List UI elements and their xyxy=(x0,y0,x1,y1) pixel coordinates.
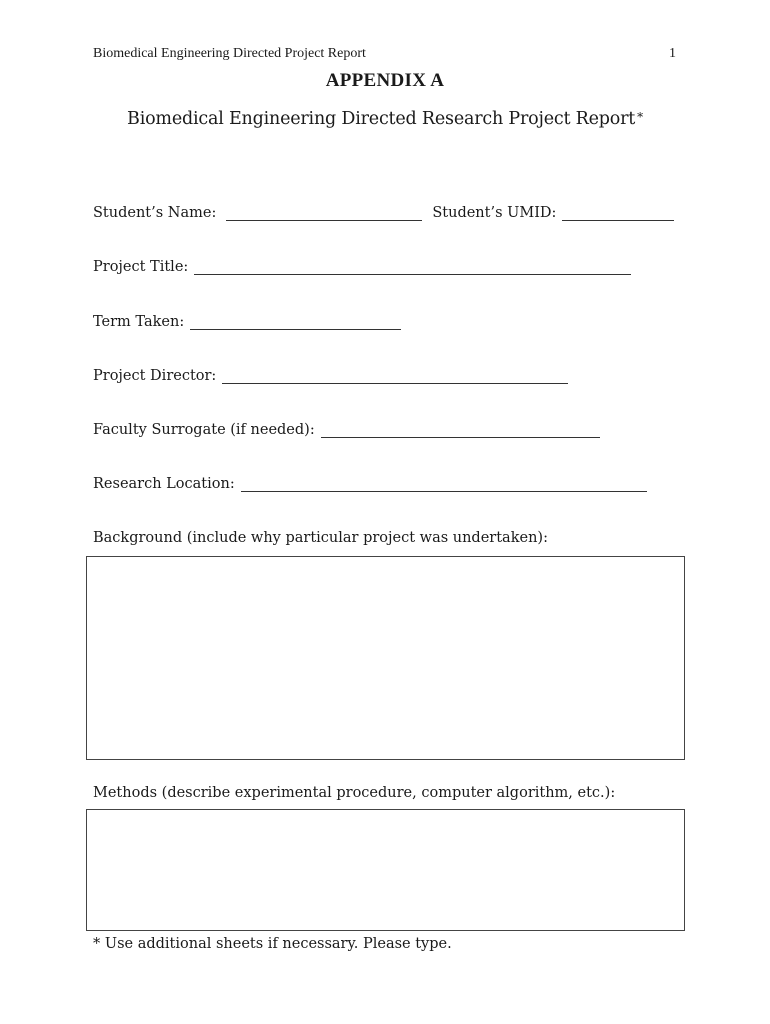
footnote: * Use additional sheets if necessary. Please type. xyxy=(93,936,452,952)
student-row xyxy=(93,205,674,221)
project-director-field[interactable] xyxy=(222,369,568,384)
page-number: 1 xyxy=(669,46,676,61)
background-label: Background (include why particular project was undertaken): xyxy=(93,530,548,546)
document-title-text: Biomedical Engineering Directed Research Project Report xyxy=(127,109,636,129)
running-header: Biomedical Engineering Directed Project Report xyxy=(93,46,366,61)
research-location-row xyxy=(93,476,647,492)
student-name-label: Student’s Name: xyxy=(93,205,217,221)
project-title-row xyxy=(93,259,631,275)
methods-textbox[interactable] xyxy=(86,809,685,931)
title-footnote-marker: * xyxy=(637,110,643,124)
background-textbox[interactable] xyxy=(86,556,685,760)
research-location-label: Research Location: xyxy=(93,476,235,492)
research-location-field[interactable] xyxy=(241,477,647,492)
methods-label: Methods (describe experimental procedure, computer algorithm, etc.): xyxy=(93,785,616,801)
student-umid-field[interactable] xyxy=(562,206,674,221)
student-name-field[interactable] xyxy=(226,206,422,221)
project-director-row xyxy=(93,368,568,384)
faculty-surrogate-label: Faculty Surrogate (if needed): xyxy=(93,422,315,438)
project-title-label: Project Title: xyxy=(93,259,189,275)
document-title xyxy=(0,109,770,129)
term-taken-field[interactable] xyxy=(190,315,401,330)
term-taken-row xyxy=(93,314,401,330)
project-title-field[interactable] xyxy=(194,260,631,275)
faculty-surrogate-row xyxy=(93,422,600,438)
faculty-surrogate-field[interactable] xyxy=(321,423,600,438)
appendix-heading: APPENDIX A xyxy=(325,70,445,91)
term-taken-label: Term Taken: xyxy=(93,314,185,330)
project-director-label: Project Director: xyxy=(93,368,217,384)
student-umid-label: Student’s UMID: xyxy=(432,205,557,221)
